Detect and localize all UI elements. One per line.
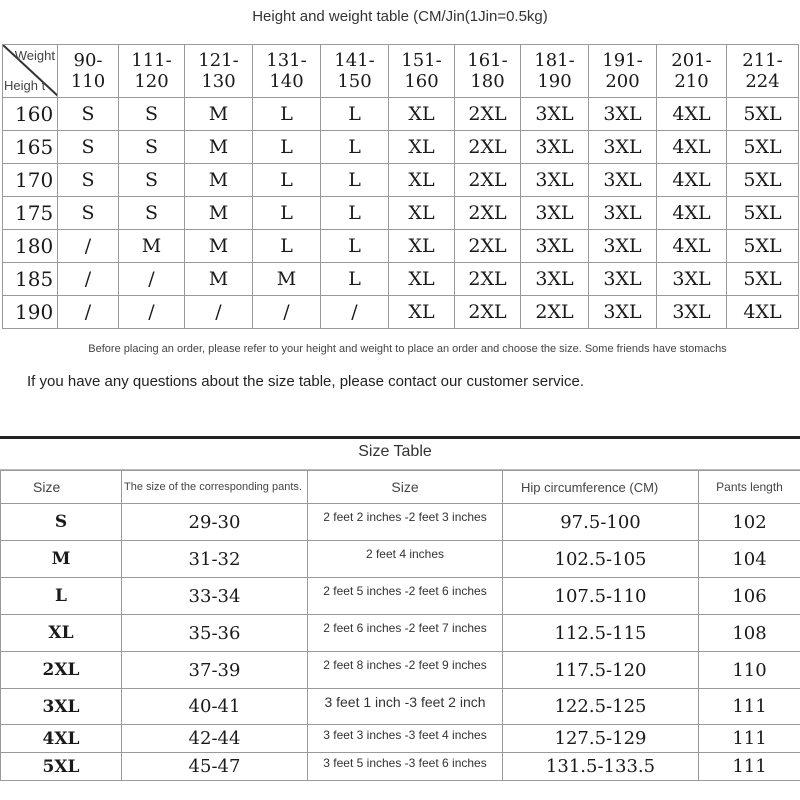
- size-cell: S: [58, 131, 119, 164]
- size-cell: 3XL: [521, 131, 589, 164]
- feet-size-cell: 2 feet 8 inches -2 feet 9 inches: [308, 652, 503, 689]
- size-cell: /: [185, 296, 253, 329]
- pants-size-cell: 40-41: [122, 689, 308, 725]
- size-cell: M: [253, 263, 321, 296]
- size-cell: /: [119, 296, 185, 329]
- size-cell: XL: [389, 296, 455, 329]
- size-cell: 5XL: [727, 197, 799, 230]
- pants-size-cell: 29-30: [122, 504, 308, 541]
- size-name-cell: L: [1, 578, 122, 615]
- pants-size-cell: 37-39: [122, 652, 308, 689]
- size-cell: XL: [389, 98, 455, 131]
- hip-cell: 97.5-100: [503, 504, 699, 541]
- size-cell: 5XL: [727, 230, 799, 263]
- size-name-cell: M: [1, 541, 122, 578]
- order-note: Before placing an order, please refer to your height and weight to place an order and choose the size. Some friends have stomachs: [88, 343, 727, 355]
- size-cell: /: [321, 296, 389, 329]
- height-cell: 170: [3, 164, 58, 197]
- size-cell: L: [253, 131, 321, 164]
- feet-size-cell: 3 feet 3 inches -3 feet 4 inches: [308, 725, 503, 753]
- feet-size-cell: 2 feet 6 inches -2 feet 7 inches: [308, 615, 503, 652]
- size-cell: 3XL: [589, 263, 657, 296]
- size-name-cell: 5XL: [1, 753, 122, 781]
- size-cell: 3XL: [521, 197, 589, 230]
- size-cell: 3XL: [589, 131, 657, 164]
- table-row: [1, 504, 800, 541]
- feet-size-cell: 3 feet 1 inch -3 feet 2 inch: [308, 689, 503, 725]
- hip-cell: 107.5-110: [503, 578, 699, 615]
- pants-length-cell: 111: [699, 725, 800, 753]
- table-row: [3, 230, 799, 263]
- size-table: [0, 470, 800, 781]
- pants-length-cell: 111: [699, 753, 800, 781]
- height-cell: 160: [3, 98, 58, 131]
- size-cell: 4XL: [657, 197, 727, 230]
- size-cell: /: [58, 263, 119, 296]
- header-size: Size: [1, 471, 122, 504]
- feet-size-cell: 3 feet 5 inches -3 feet 6 inches: [308, 753, 503, 781]
- size-cell: 3XL: [657, 296, 727, 329]
- weight-column-header: 201-210: [657, 45, 727, 98]
- weight-axis-label: Weight: [14, 48, 55, 63]
- size-table-title: Size Table: [358, 443, 432, 460]
- pants-size-cell: 45-47: [122, 753, 308, 781]
- pants-length-cell: 106: [699, 578, 800, 615]
- size-cell: S: [119, 197, 185, 230]
- size-cell: XL: [389, 263, 455, 296]
- size-cell: S: [58, 98, 119, 131]
- size-cell: S: [119, 98, 185, 131]
- table-row: [3, 131, 799, 164]
- size-cell: XL: [389, 131, 455, 164]
- size-cell: M: [185, 164, 253, 197]
- table-row: [1, 689, 800, 725]
- size-cell: M: [185, 98, 253, 131]
- feet-size-cell: 2 feet 4 inches: [308, 541, 503, 578]
- size-cell: XL: [389, 230, 455, 263]
- height-cell: 175: [3, 197, 58, 230]
- weight-column-header: 121-130: [185, 45, 253, 98]
- header-hip: Hip circumference (CM): [503, 471, 699, 504]
- weight-column-header: 151-160: [389, 45, 455, 98]
- size-cell: 2XL: [455, 131, 521, 164]
- table-row: [1, 753, 800, 781]
- size-name-cell: 3XL: [1, 689, 122, 725]
- table-row: [3, 296, 799, 329]
- height-cell: 180: [3, 230, 58, 263]
- pants-length-cell: 104: [699, 541, 800, 578]
- header-pants-length: Pants length: [699, 471, 800, 504]
- weight-column-header: 211-224: [727, 45, 799, 98]
- size-cell: 5XL: [727, 263, 799, 296]
- contact-note: If you have any questions about the size table, please contact our customer service.: [27, 373, 584, 390]
- size-cell: L: [321, 230, 389, 263]
- size-cell: M: [185, 230, 253, 263]
- weight-column-header: 181-190: [521, 45, 589, 98]
- table-row: [1, 725, 800, 753]
- size-cell: L: [253, 197, 321, 230]
- size-cell: S: [119, 164, 185, 197]
- weight-column-header: 141-150: [321, 45, 389, 98]
- size-cell: L: [321, 197, 389, 230]
- height-cell: 185: [3, 263, 58, 296]
- section-divider: [0, 436, 800, 439]
- size-cell: L: [253, 98, 321, 131]
- size-cell: 2XL: [455, 296, 521, 329]
- size-cell: 3XL: [589, 230, 657, 263]
- size-cell: 3XL: [589, 164, 657, 197]
- size-cell: 4XL: [727, 296, 799, 329]
- height-cell: 165: [3, 131, 58, 164]
- size-cell: 4XL: [657, 98, 727, 131]
- hip-cell: 117.5-120: [503, 652, 699, 689]
- size-cell: /: [58, 296, 119, 329]
- size-cell: /: [119, 263, 185, 296]
- size-name-cell: 2XL: [1, 652, 122, 689]
- table-row: [3, 98, 799, 131]
- height-weight-table: [2, 44, 799, 329]
- size-cell: S: [119, 131, 185, 164]
- table-row: [3, 197, 799, 230]
- size-cell: 5XL: [727, 98, 799, 131]
- hip-cell: 127.5-129: [503, 725, 699, 753]
- size-cell: /: [58, 230, 119, 263]
- size-cell: 3XL: [589, 98, 657, 131]
- pants-size-cell: 33-34: [122, 578, 308, 615]
- size-cell: M: [119, 230, 185, 263]
- size-cell: L: [253, 230, 321, 263]
- size-cell: 2XL: [455, 263, 521, 296]
- size-cell: 2XL: [455, 164, 521, 197]
- pants-length-cell: 108: [699, 615, 800, 652]
- weight-column-header: 90-110: [58, 45, 119, 98]
- size-cell: 2XL: [455, 98, 521, 131]
- height-cell: 190: [3, 296, 58, 329]
- hip-cell: 112.5-115: [503, 615, 699, 652]
- size-cell: S: [58, 164, 119, 197]
- size-name-cell: 4XL: [1, 725, 122, 753]
- size-cell: 5XL: [727, 164, 799, 197]
- size-cell: 4XL: [657, 164, 727, 197]
- height-axis-label: Heigh t: [4, 78, 46, 93]
- size-cell: 2XL: [521, 296, 589, 329]
- feet-size-cell: 2 feet 2 inches -2 feet 3 inches: [308, 504, 503, 541]
- size-cell: L: [253, 164, 321, 197]
- weight-column-header: 191-200: [589, 45, 657, 98]
- size-cell: M: [185, 263, 253, 296]
- size-cell: 3XL: [521, 164, 589, 197]
- weight-column-header: 131-140: [253, 45, 321, 98]
- size-cell: 4XL: [657, 131, 727, 164]
- size-cell: 3XL: [521, 263, 589, 296]
- pants-length-cell: 110: [699, 652, 800, 689]
- pants-size-cell: 35-36: [122, 615, 308, 652]
- table-row: [1, 578, 800, 615]
- size-cell: 3XL: [589, 197, 657, 230]
- pants-size-cell: 42-44: [122, 725, 308, 753]
- table-row: [1, 541, 800, 578]
- size-cell: 4XL: [657, 230, 727, 263]
- pants-length-cell: 111: [699, 689, 800, 725]
- weight-column-header: 111-120: [119, 45, 185, 98]
- pants-length-cell: 102: [699, 504, 800, 541]
- size-cell: S: [58, 197, 119, 230]
- size-cell: 3XL: [657, 263, 727, 296]
- size-name-cell: XL: [1, 615, 122, 652]
- height-weight-header-row: [3, 45, 799, 98]
- table-row: [1, 615, 800, 652]
- size-cell: 3XL: [521, 98, 589, 131]
- table-row: [3, 263, 799, 296]
- size-cell: /: [253, 296, 321, 329]
- size-cell: 5XL: [727, 131, 799, 164]
- size-cell: M: [185, 131, 253, 164]
- height-weight-table-title: Height and weight table (CM/Jin(1Jin=0.5kg): [252, 8, 548, 25]
- size-cell: XL: [389, 197, 455, 230]
- size-cell: L: [321, 263, 389, 296]
- weight-column-header: 161-180: [455, 45, 521, 98]
- hip-cell: 102.5-105: [503, 541, 699, 578]
- size-cell: 3XL: [589, 296, 657, 329]
- size-cell: L: [321, 131, 389, 164]
- header-pants-size: The size of the corresponding pants.: [122, 471, 308, 504]
- size-cell: 2XL: [455, 230, 521, 263]
- size-table-header-row: [1, 471, 800, 504]
- size-name-cell: S: [1, 504, 122, 541]
- hip-cell: 122.5-125: [503, 689, 699, 725]
- feet-size-cell: 2 feet 5 inches -2 feet 6 inches: [308, 578, 503, 615]
- size-cell: XL: [389, 164, 455, 197]
- pants-size-cell: 31-32: [122, 541, 308, 578]
- size-cell: M: [185, 197, 253, 230]
- size-cell: 3XL: [521, 230, 589, 263]
- size-cell: 2XL: [455, 197, 521, 230]
- corner-cell: [3, 45, 58, 98]
- size-cell: L: [321, 98, 389, 131]
- header-size-feet: Size: [308, 471, 503, 504]
- hip-cell: 131.5-133.5: [503, 753, 699, 781]
- table-row: [1, 652, 800, 689]
- size-cell: L: [321, 164, 389, 197]
- table-row: [3, 164, 799, 197]
